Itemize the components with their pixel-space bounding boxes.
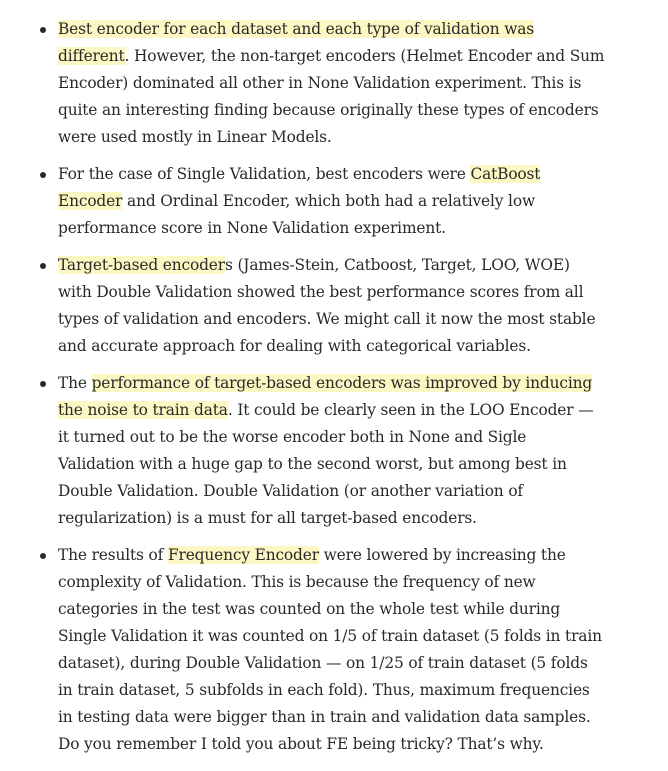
highlight-best-encoder[interactable]: Best encoder for each dataset and each type of validation was different [58, 20, 535, 65]
highlight-target-based-encoder[interactable]: Target-based encoder [58, 256, 225, 274]
bullet-text: . It could be clearly seen in the LOO Encoder — it turned out to be the worse encoder both in None and Sigle Validation with a huge gap to the second worst, but among best in Double Validation. Double Validation (or another variation of regularization) is a must for all target-based encoders. [58, 401, 594, 527]
highlight-noise-performance[interactable]: performance of target-based encoders was improved by inducing the noise to train data [58, 374, 593, 419]
bullet-text: For the case of Single Validation, best encoders were [58, 165, 471, 183]
highlight-catboost-encoder[interactable]: CatBoost Encoder [58, 165, 541, 210]
bullet-item-target-based [58, 252, 606, 360]
bullet-text: and Ordinal Encoder, which both had a relatively low performance score in None Validation experiment. [58, 192, 535, 237]
highlight-frequency-encoder[interactable]: Frequency Encoder [167, 546, 319, 564]
bullet-item-best-encoder [58, 16, 606, 151]
bullet-item-frequency-encoder [58, 542, 606, 758]
bullet-text: s (James-Stein, Catboost, Target, LOO, WOE) with Double Validation showed the best performance scores from all types of validation and encoders. We might call it now the most stable and accurate approach for dealing with categorical variables. [58, 256, 596, 355]
bullet-text: were lowered by increasing the complexity of Validation. This is because the frequency of new categories in the test was counted on the whole test while during Single Validation it was counted on 1/5 of train dataset (5 folds in train dataset), during Double Validation — on 1/25 of train dataset (5 folds in train dataset, 5 subfolds in each fold). Thus, maximum frequencies in testing data were bigger than in train and validation data samples. Do you remember I told you about FE being tricky? That’s why. [58, 546, 602, 753]
bullet-text: The results of [58, 546, 168, 564]
bullet-text: The [58, 374, 92, 392]
findings-bullet-list [58, 16, 606, 768]
bullet-item-noise-performance [58, 370, 606, 532]
bullet-text: . However, the non-target encoders (Helmet Encoder and Sum Encoder) dominated all other in None Validation experiment. This is quite an interesting finding because originally these types of encoders were used mostly in Linear Models. [58, 47, 605, 146]
bullet-item-single-validation [58, 161, 606, 242]
